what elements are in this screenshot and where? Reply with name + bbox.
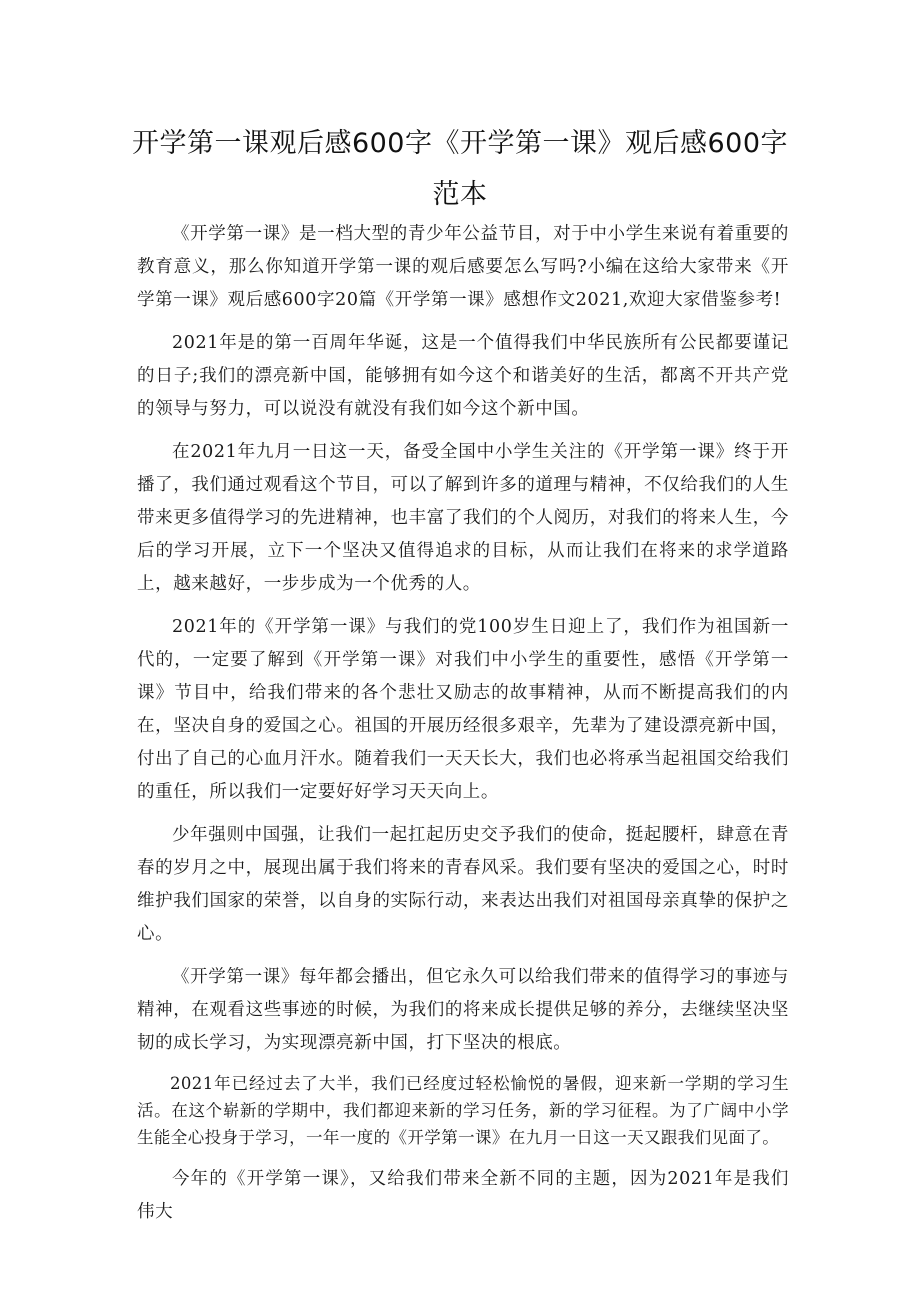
paragraph: 2021年已经过去了大半，我们已经度过轻松愉悦的暑假，迎来新一学期的学习生活。在这个崭新的学期中，我们都迎来新的学习任务，新的学习征程。为了广阔中小学生能全心投身于学习，一年一度的《开学第一课》在九月一日这一天又跟我们见面了。	[137, 1074, 789, 1147]
paragraph: 在2021年九月一日这一天，备受全国中小学生关注的《开学第一课》终于开播了，我们通过观看这个节目，可以了解到许多的道理与精神，不仅给我们的人生带来更多值得学习的先进精神，也丰富了我们的个人阅历，对我们的将来人生，今后的学习开展，立下一个坚决又值得追求的目标，从而让我们在将来的求学道路上，越来越好，一步步成为一个优秀的人。	[137, 442, 789, 594]
paragraph: 少年强则中国强，让我们一起扛起历史交予我们的使命，挺起腰杆，肆意在青春的岁月之中，展现出属于我们将来的青春风采。我们要有坚决的爱国之心，时时维护我们国家的荣誉，以自身的实际行动，来表达出我们对祖国母亲真挚的保护之心。	[137, 825, 789, 944]
paragraph-intro: 《开学第一课》是一档大型的青少年公益节目，对于中小学生来说有着重要的教育意义，那么你知道开学第一课的观后感要怎么写吗?小编在这给大家带来《开学第一课》观后感600字20篇《开学第一课》感想作文2021,欢迎大家借鉴参考!	[137, 224, 789, 310]
document-title: 开学第一课观后感600字《开学第一课》观后感600字范本	[131, 128, 789, 210]
document-body	[137, 218, 789, 1239]
paragraph-truncated: 今年的《开学第一课》，又给我们带来全新不同的主题，因为2021年是我们伟大	[137, 1169, 789, 1222]
paragraph: 2021年是的第一百周年华诞，这是一个值得我们中华民族所有公民都要谨记的日子;我们的漂亮新中国，能够拥有如今这个和谐美好的生活，都离不开共产党的领导与努力，可以说没有就没有我们如今这个新中国。	[137, 333, 789, 419]
paragraph: 2021年的《开学第一课》与我们的党100岁生日迎上了，我们作为祖国新一代的，一定要了解到《开学第一课》对我们中小学生的重要性，感悟《开学第一课》节目中，给我们带来的各个悲壮又励志的故事精神，从而不断提高我们的内在，坚决自身的爱国之心。祖国的开展历经很多艰辛，先辈为了建设漂亮新中国，付出了自己的心血月汗水。随着我们一天天长大，我们也必将承当起祖国交给我们的重任，所以我们一定要好好学习天天向上。	[137, 617, 789, 802]
paragraph: 《开学第一课》每年都会播出，但它永久可以给我们带来的值得学习的事迹与精神，在观看这些事迹的时候，为我们的将来成长提供足够的养分，去继续坚决坚韧的成长学习，为实现漂亮新中国，打下坚决的根底。	[137, 967, 789, 1053]
